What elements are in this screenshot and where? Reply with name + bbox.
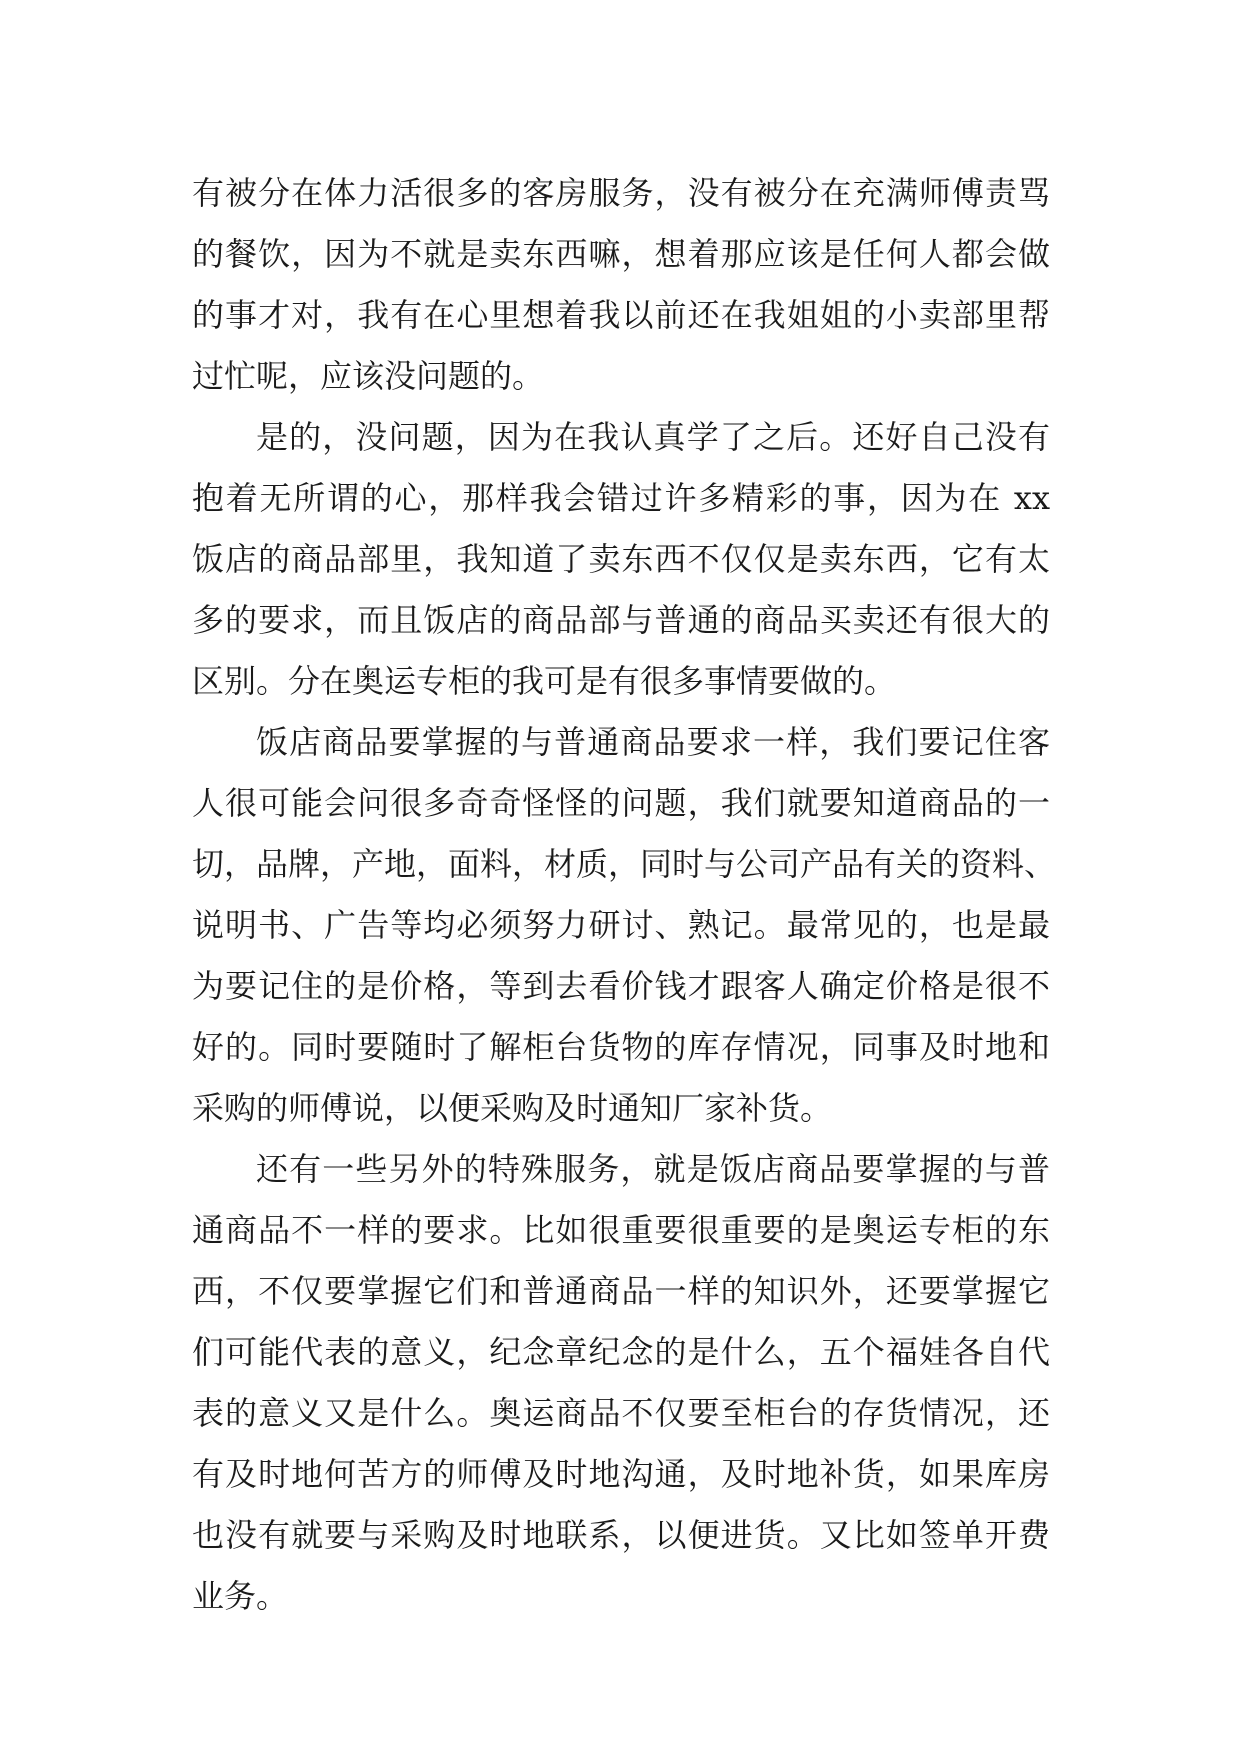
- text-line: 抱着无所谓的心，那样我会错过许多精彩的事，因为在 xx: [192, 479, 1050, 517]
- text-line: 切，品牌，产地，面料，材质，同时与公司产品有关的资料、: [192, 845, 1057, 883]
- text-line: 通商品不一样的要求。比如很重要很重要的是奥运专柜的东: [192, 1211, 1050, 1249]
- text-line: 为要记住的是价格，等到去看价钱才跟客人确定价格是很不: [192, 967, 1050, 1005]
- text-line: 有及时地何苦方的师傅及时地沟通，及时地补货，如果库房: [192, 1455, 1050, 1493]
- text-line: 有被分在体力活很多的客房服务，没有被分在充满师傅责骂: [192, 174, 1050, 212]
- text-line: 们可能代表的意义，纪念章纪念的是什么，五个福娃各自代: [192, 1333, 1050, 1371]
- text-line: 过忙呢，应该没问题的。: [192, 357, 545, 395]
- text-line: 说明书、广告等均必须努力研讨、熟记。最常见的，也是最: [192, 906, 1050, 944]
- text-line: 业务。: [192, 1577, 289, 1615]
- text-line: 饭店的商品部里，我知道了卖东西不仅仅是卖东西，它有太: [192, 540, 1050, 578]
- text-line: 采购的师傅说，以便采购及时通知厂家补货。: [192, 1089, 833, 1127]
- text-line: 的餐饮，因为不就是卖东西嘛，想着那应该是任何人都会做: [192, 235, 1050, 273]
- text-line: 的事才对，我有在心里想着我以前还在我姐姐的小卖部里帮: [192, 296, 1050, 334]
- body-text: [192, 163, 1057, 1627]
- text-line: 西，不仅要掌握它们和普通商品一样的知识外，还要掌握它: [192, 1272, 1050, 1310]
- text-line: 也没有就要与采购及时地联系，以便进货。又比如签单开费: [192, 1516, 1050, 1554]
- text-line: 好的。同时要随时了解柜台货物的库存情况，同事及时地和: [192, 1028, 1050, 1066]
- text-line: 饭店商品要掌握的与普通商品要求一样，我们要记住客: [256, 723, 1050, 761]
- text-line: 人很可能会问很多奇奇怪怪的问题，我们就要知道商品的一: [192, 784, 1050, 822]
- text-line: 多的要求，而且饭店的商品部与普通的商品买卖还有很大的: [192, 601, 1050, 639]
- text-line: 表的意义又是什么。奥运商品不仅要至柜台的存货情况，还: [192, 1394, 1050, 1432]
- text-line: 是的，没问题，因为在我认真学了之后。还好自己没有: [256, 418, 1050, 456]
- text-line: 区别。分在奥运专柜的我可是有很多事情要做的。: [192, 662, 897, 700]
- text-line: 还有一些另外的特殊服务，就是饭店商品要掌握的与普: [256, 1150, 1050, 1188]
